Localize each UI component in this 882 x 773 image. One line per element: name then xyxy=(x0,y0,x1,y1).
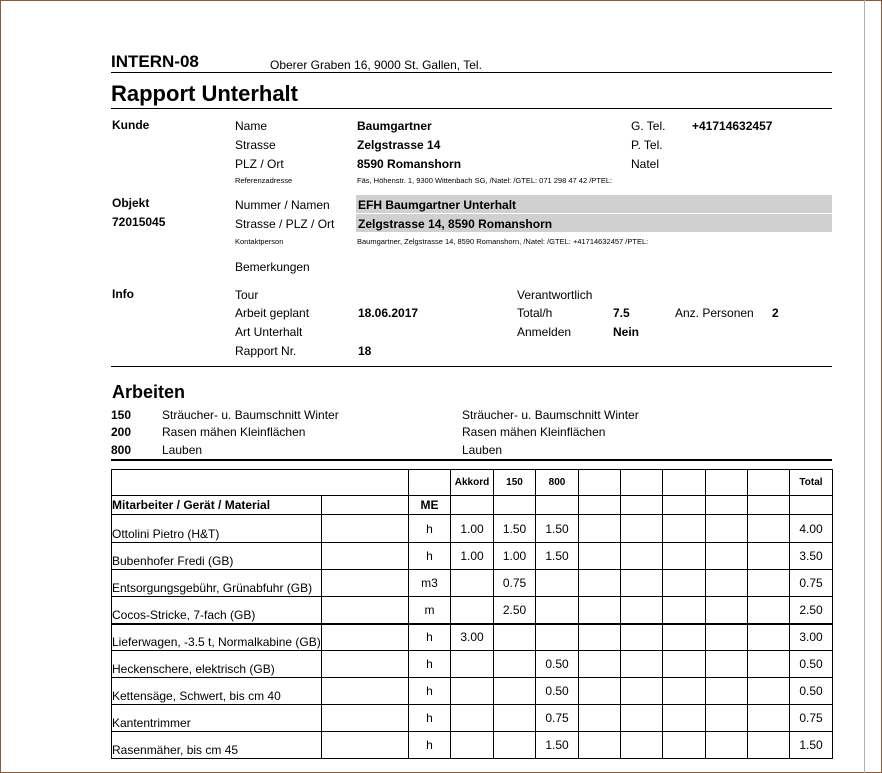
kontakt-label: Kontaktperson xyxy=(235,237,284,246)
row-150: 0.75 xyxy=(494,570,536,597)
row-total: 2.50 xyxy=(790,597,833,624)
row-150 xyxy=(494,651,536,678)
row-800: 1.50 xyxy=(536,543,579,570)
time-table xyxy=(111,469,833,759)
row-akkord xyxy=(451,570,494,597)
personen-value: 2 xyxy=(772,306,779,320)
table-row xyxy=(112,624,833,651)
kunde-heading: Kunde xyxy=(112,118,150,132)
row-total: 0.75 xyxy=(790,705,833,732)
row-150 xyxy=(494,732,536,759)
row-me: m xyxy=(409,597,451,624)
art-label: Art Unterhalt xyxy=(235,325,303,339)
table-header-row xyxy=(112,470,833,496)
arbeiten-rule xyxy=(111,459,832,461)
row-800: 1.50 xyxy=(536,515,579,543)
table-row xyxy=(112,543,833,570)
row-me: h xyxy=(409,651,451,678)
row-akkord xyxy=(451,597,494,624)
row-name: Rasenmäher, bis cm 45 xyxy=(112,732,322,759)
row-akkord xyxy=(451,651,494,678)
row-me: h xyxy=(409,624,451,651)
col-150: 150 xyxy=(494,470,536,496)
row-name: Kantentrimmer xyxy=(112,705,322,732)
arbeit-desc-right: Rasen mähen Kleinflächen xyxy=(462,425,606,439)
page-edge xyxy=(864,0,865,773)
kunde-strasse-label: Strasse xyxy=(235,138,276,152)
company-address: Oberer Graben 16, 9000 St. Gallen, Tel. xyxy=(270,58,482,72)
header-rule-bottom xyxy=(111,108,832,109)
anmelden-value: Nein xyxy=(613,325,640,339)
geplant-label: Arbeit geplant xyxy=(235,306,310,320)
row-150: 1.50 xyxy=(494,515,536,543)
row-name: Ottolini Pietro (H&T) xyxy=(112,515,322,543)
table-row xyxy=(112,732,833,759)
objekt-nummer-label: Nummer / Namen xyxy=(235,198,330,212)
geplant-value: 18.06.2017 xyxy=(358,306,419,320)
kunde-plz-label: PLZ / Ort xyxy=(235,157,284,171)
row-800: 0.50 xyxy=(536,651,579,678)
arbeit-code: 800 xyxy=(111,443,132,457)
arbeit-code: 150 xyxy=(111,408,132,422)
row-total: 0.50 xyxy=(790,678,833,705)
table-row xyxy=(112,570,833,597)
row-150 xyxy=(494,624,536,651)
row-800: 0.50 xyxy=(536,678,579,705)
arbeit-desc: Lauben xyxy=(162,443,203,457)
kunde-strasse: Zelgstrasse 14 xyxy=(357,138,441,152)
row-total: 0.75 xyxy=(790,570,833,597)
kunde-name: Baumgartner xyxy=(357,119,432,133)
col-mitarbeiter: Mitarbeiter / Gerät / Material xyxy=(112,496,322,515)
row-800: 0.75 xyxy=(536,705,579,732)
tour-label: Tour xyxy=(235,288,259,302)
table-row xyxy=(112,515,833,543)
total-value: 7.5 xyxy=(613,306,630,320)
row-akkord: 1.00 xyxy=(451,515,494,543)
objekt-address: Zelgstrasse 14, 8590 Romanshorn xyxy=(358,217,553,231)
row-800 xyxy=(536,570,579,597)
info-rule xyxy=(111,366,832,367)
table-row xyxy=(112,651,833,678)
ptel-label: P. Tel. xyxy=(631,138,663,152)
info-heading: Info xyxy=(112,287,134,301)
arbeit-code: 200 xyxy=(111,425,132,439)
row-me: h xyxy=(409,515,451,543)
row-total: 3.00 xyxy=(790,624,833,651)
row-akkord: 1.00 xyxy=(451,543,494,570)
row-800 xyxy=(536,597,579,624)
row-akkord xyxy=(451,678,494,705)
col-akkord: Akkord xyxy=(451,470,494,496)
objekt-heading: Objekt xyxy=(112,196,150,210)
row-150 xyxy=(494,678,536,705)
col-me: ME xyxy=(409,496,451,515)
row-me: h xyxy=(409,543,451,570)
row-total: 1.50 xyxy=(790,732,833,759)
row-me: h xyxy=(409,732,451,759)
row-akkord xyxy=(451,732,494,759)
arbeiten-heading: Arbeiten xyxy=(112,382,186,402)
objekt-strasse-label: Strasse / PLZ / Ort xyxy=(235,217,335,231)
table-subheader-row xyxy=(112,496,833,515)
bemerkungen-label: Bemerkungen xyxy=(235,260,310,274)
row-me: h xyxy=(409,705,451,732)
row-150: 2.50 xyxy=(494,597,536,624)
row-name: Lieferwagen, -3.5 t, Normalkabine (GB) xyxy=(112,624,322,651)
natel-label: Natel xyxy=(631,157,660,171)
rapport-value: 18 xyxy=(358,344,372,358)
kunde-ref-label: Referenzadresse xyxy=(235,176,293,185)
row-total: 0.50 xyxy=(790,651,833,678)
row-akkord: 3.00 xyxy=(451,624,494,651)
row-150: 1.00 xyxy=(494,543,536,570)
arbeit-desc: Sträucher- u. Baumschnitt Winter xyxy=(162,408,339,422)
page-title: Rapport Unterhalt xyxy=(111,81,298,106)
kunde-ref: Fäs, Höhenstr. 1, 9300 Wittenbach SG, /Natel: /GTEL: 071 298 47 42 /PTEL: xyxy=(357,176,613,185)
personen-label: Anz. Personen xyxy=(675,306,754,320)
row-150 xyxy=(494,705,536,732)
table-row xyxy=(112,705,833,732)
verantwortlich-label: Verantwortlich xyxy=(517,288,593,302)
row-name: Heckenschere, elektrisch (GB) xyxy=(112,651,322,678)
table-row xyxy=(112,597,833,624)
kontakt-value: Baumgartner, Zelgstrasse 14, 8590 Romanshorn, /Natel: /GTEL: +41714632457 /PTEL: xyxy=(357,237,649,246)
col-800: 800 xyxy=(536,470,579,496)
row-name: Bubenhofer Fredi (GB) xyxy=(112,543,322,570)
arbeit-desc: Rasen mähen Kleinflächen xyxy=(162,425,306,439)
row-akkord xyxy=(451,705,494,732)
row-800 xyxy=(536,624,579,651)
row-name: Kettensäge, Schwert, bis cm 40 xyxy=(112,678,322,705)
arbeit-desc-right: Sträucher- u. Baumschnitt Winter xyxy=(462,408,639,422)
gtel-value: +41714632457 xyxy=(692,119,773,133)
rapport-label: Rapport Nr. xyxy=(235,344,297,358)
row-total: 4.00 xyxy=(790,515,833,543)
gtel-label: G. Tel. xyxy=(631,119,666,133)
form-code: INTERN-08 xyxy=(111,52,199,71)
table-row xyxy=(112,678,833,705)
row-me: m3 xyxy=(409,570,451,597)
objekt-name: EFH Baumgartner Unterhalt xyxy=(358,198,517,212)
total-label: Total/h xyxy=(517,306,553,320)
arbeit-desc-right: Lauben xyxy=(462,443,503,457)
kunde-plz: 8590 Romanshorn xyxy=(357,157,462,171)
objekt-nummer: 72015045 xyxy=(112,215,166,229)
row-me: h xyxy=(409,678,451,705)
header-rule-top xyxy=(111,72,832,73)
row-name: Cocos-Stricke, 7-fach (GB) xyxy=(112,597,322,624)
kunde-name-label: Name xyxy=(235,119,268,133)
row-total: 3.50 xyxy=(790,543,833,570)
row-800: 1.50 xyxy=(536,732,579,759)
row-name: Entsorgungsgebühr, Grünabfuhr (GB) xyxy=(112,570,322,597)
anmelden-label: Anmelden xyxy=(517,325,572,339)
col-total: Total xyxy=(790,470,833,496)
